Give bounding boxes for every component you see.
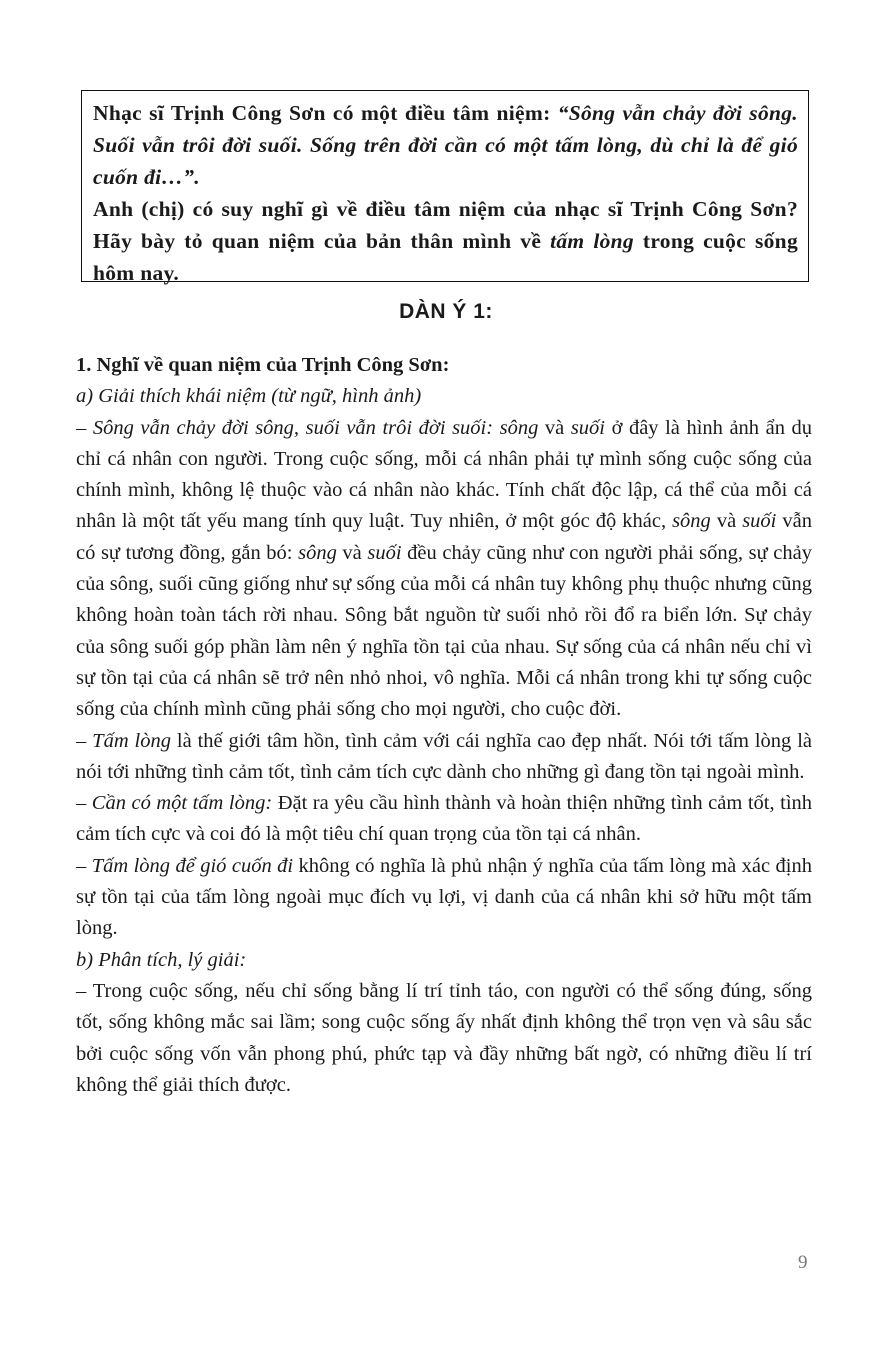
text: là thế giới tâm hồn, tình cảm với cái nghĩa cao đẹp nhất. Nói tới tấm lòng là nói tới những tình cảm tốt, tình cảm tích cực dành cho những gì đang tồn tại ngoài mình. bbox=[76, 729, 813, 783]
emphasis: sông bbox=[672, 510, 711, 533]
emphasis: sông bbox=[298, 541, 337, 564]
subheading-b: b) Phân tích, lý giải: bbox=[76, 948, 247, 971]
prompt-quote: “Sông vẫn chảy đời sông. Suối vẫn trôi đời suối. Sống trên đời cần có một tấm lòng, dù chỉ là để gió cuốn đi…”. bbox=[93, 101, 798, 189]
prompt-lead: Nhạc sĩ Trịnh Công Sơn có một điều tâm niệm: bbox=[93, 101, 558, 125]
paragraph-tam-long bbox=[76, 726, 812, 789]
text: ở đây là hình ảnh ẩn dụ chỉ cá nhân con người. Trong cuộc sống, mỗi cá nhân phải tự mình sống cuộc sống của chính mình, không lệ thuộc vào cá nhân nào khác. Tính chất độc lập, cá thể của mỗi cá nhân là một tất yếu mang tính quy luật. Tuy nhiên, ở một góc độ khác, bbox=[76, 416, 812, 533]
outline-body bbox=[76, 350, 812, 1101]
text: vẫn có sự tương đồng, gắn bó: bbox=[76, 510, 812, 564]
assignment-prompt-box bbox=[81, 90, 809, 285]
emphasis: Sông vẫn chảy đời sông, suối vẫn trôi đời suối: sông bbox=[92, 416, 539, 439]
outline-heading: DÀN Ý 1: bbox=[399, 300, 493, 323]
text: và bbox=[710, 510, 743, 533]
prompt-question: Anh (chị) có suy nghĩ gì về điều tâm niệm của nhạc sĩ Trịnh Công Sơn? Hãy bày tỏ quan niệm của bản thân mình về bbox=[93, 197, 798, 253]
page-number: 9 bbox=[798, 1252, 808, 1273]
section-heading-1: 1. Nghĩ về quan niệm của Trịnh Công Sơn: bbox=[76, 354, 450, 376]
emphasis: suối bbox=[570, 416, 606, 439]
emphasis: Tấm lòng để gió cuốn đi bbox=[91, 854, 294, 877]
text: không có nghĩa là phủ nhận ý nghĩa của tấm lòng mà xác định sự tồn tại của tấm lòng ngoài mục đích vụ lợi, vị danh của cá nhân khi sở hữu một tấm lòng. bbox=[76, 854, 812, 940]
text: và bbox=[336, 541, 368, 564]
prompt-paragraph-2 bbox=[93, 193, 798, 289]
emphasis: Cần có một tấm lòng: bbox=[91, 792, 273, 815]
emphasis: suối bbox=[742, 510, 777, 533]
dash: – bbox=[76, 729, 93, 752]
paragraph-li-tri: – Trong cuộc sống, nếu chỉ sống bằng lí trí tỉnh táo, con người có thể sống đúng, sống tốt, sống không mắc sai lầm; song cuộc sống ấy nhất định không thể trọn vẹn và sâu sắc bởi cuộc sống vốn vẫn phong phú, phức tạp và đầy những bất ngờ, có những điều lí trí không thể giải thích được. bbox=[76, 979, 812, 1096]
emphasis: suối bbox=[367, 541, 402, 564]
dash: – bbox=[76, 792, 92, 815]
emphasis: Tấm lòng bbox=[92, 729, 171, 752]
text: đều chảy cũng như con người phải sống, sự chảy của sông, suối cũng giống như sự sống của mỗi cá nhân tuy không phụ thuộc nhưng cũng không hoàn toàn tách rời nhau. Sông bắt nguồn từ suối nhỏ rồi đổ ra biển lớn. Sự chảy của sông suối góp phần làm nên ý nghĩa tồn tại của nhau. Sự sống của cá nhân nếu chỉ vì sự tồn tại của cá nhân sẽ trở nên nhỏ nhoi, vô nghĩa. Mỗi cá nhân trong khi tự sống cuộc sống của chính mình cũng phải sống cho mọi người, cho cuộc đời. bbox=[76, 541, 812, 721]
paragraph-gio-cuon bbox=[76, 851, 812, 945]
prompt-paragraph-1 bbox=[93, 97, 798, 193]
prompt-emphasis: tấm lòng bbox=[550, 229, 634, 253]
subheading-a: a) Giải thích khái niệm (từ ngữ, hình ảnh) bbox=[76, 385, 422, 408]
text: Đặt ra yêu cầu hình thành và hoàn thiện những tình cảm tốt, tình cảm tích cực và coi đó là một tiêu chí quan trọng của tồn tại cá nhân. bbox=[76, 792, 813, 846]
paragraph-song-suoi bbox=[76, 413, 812, 726]
text: và bbox=[538, 416, 571, 439]
dash: – bbox=[76, 416, 93, 439]
dash: – bbox=[76, 854, 92, 877]
prompt-tail: trong cuộc sống hôm nay. bbox=[93, 229, 798, 285]
paragraph-can-co bbox=[76, 788, 812, 851]
